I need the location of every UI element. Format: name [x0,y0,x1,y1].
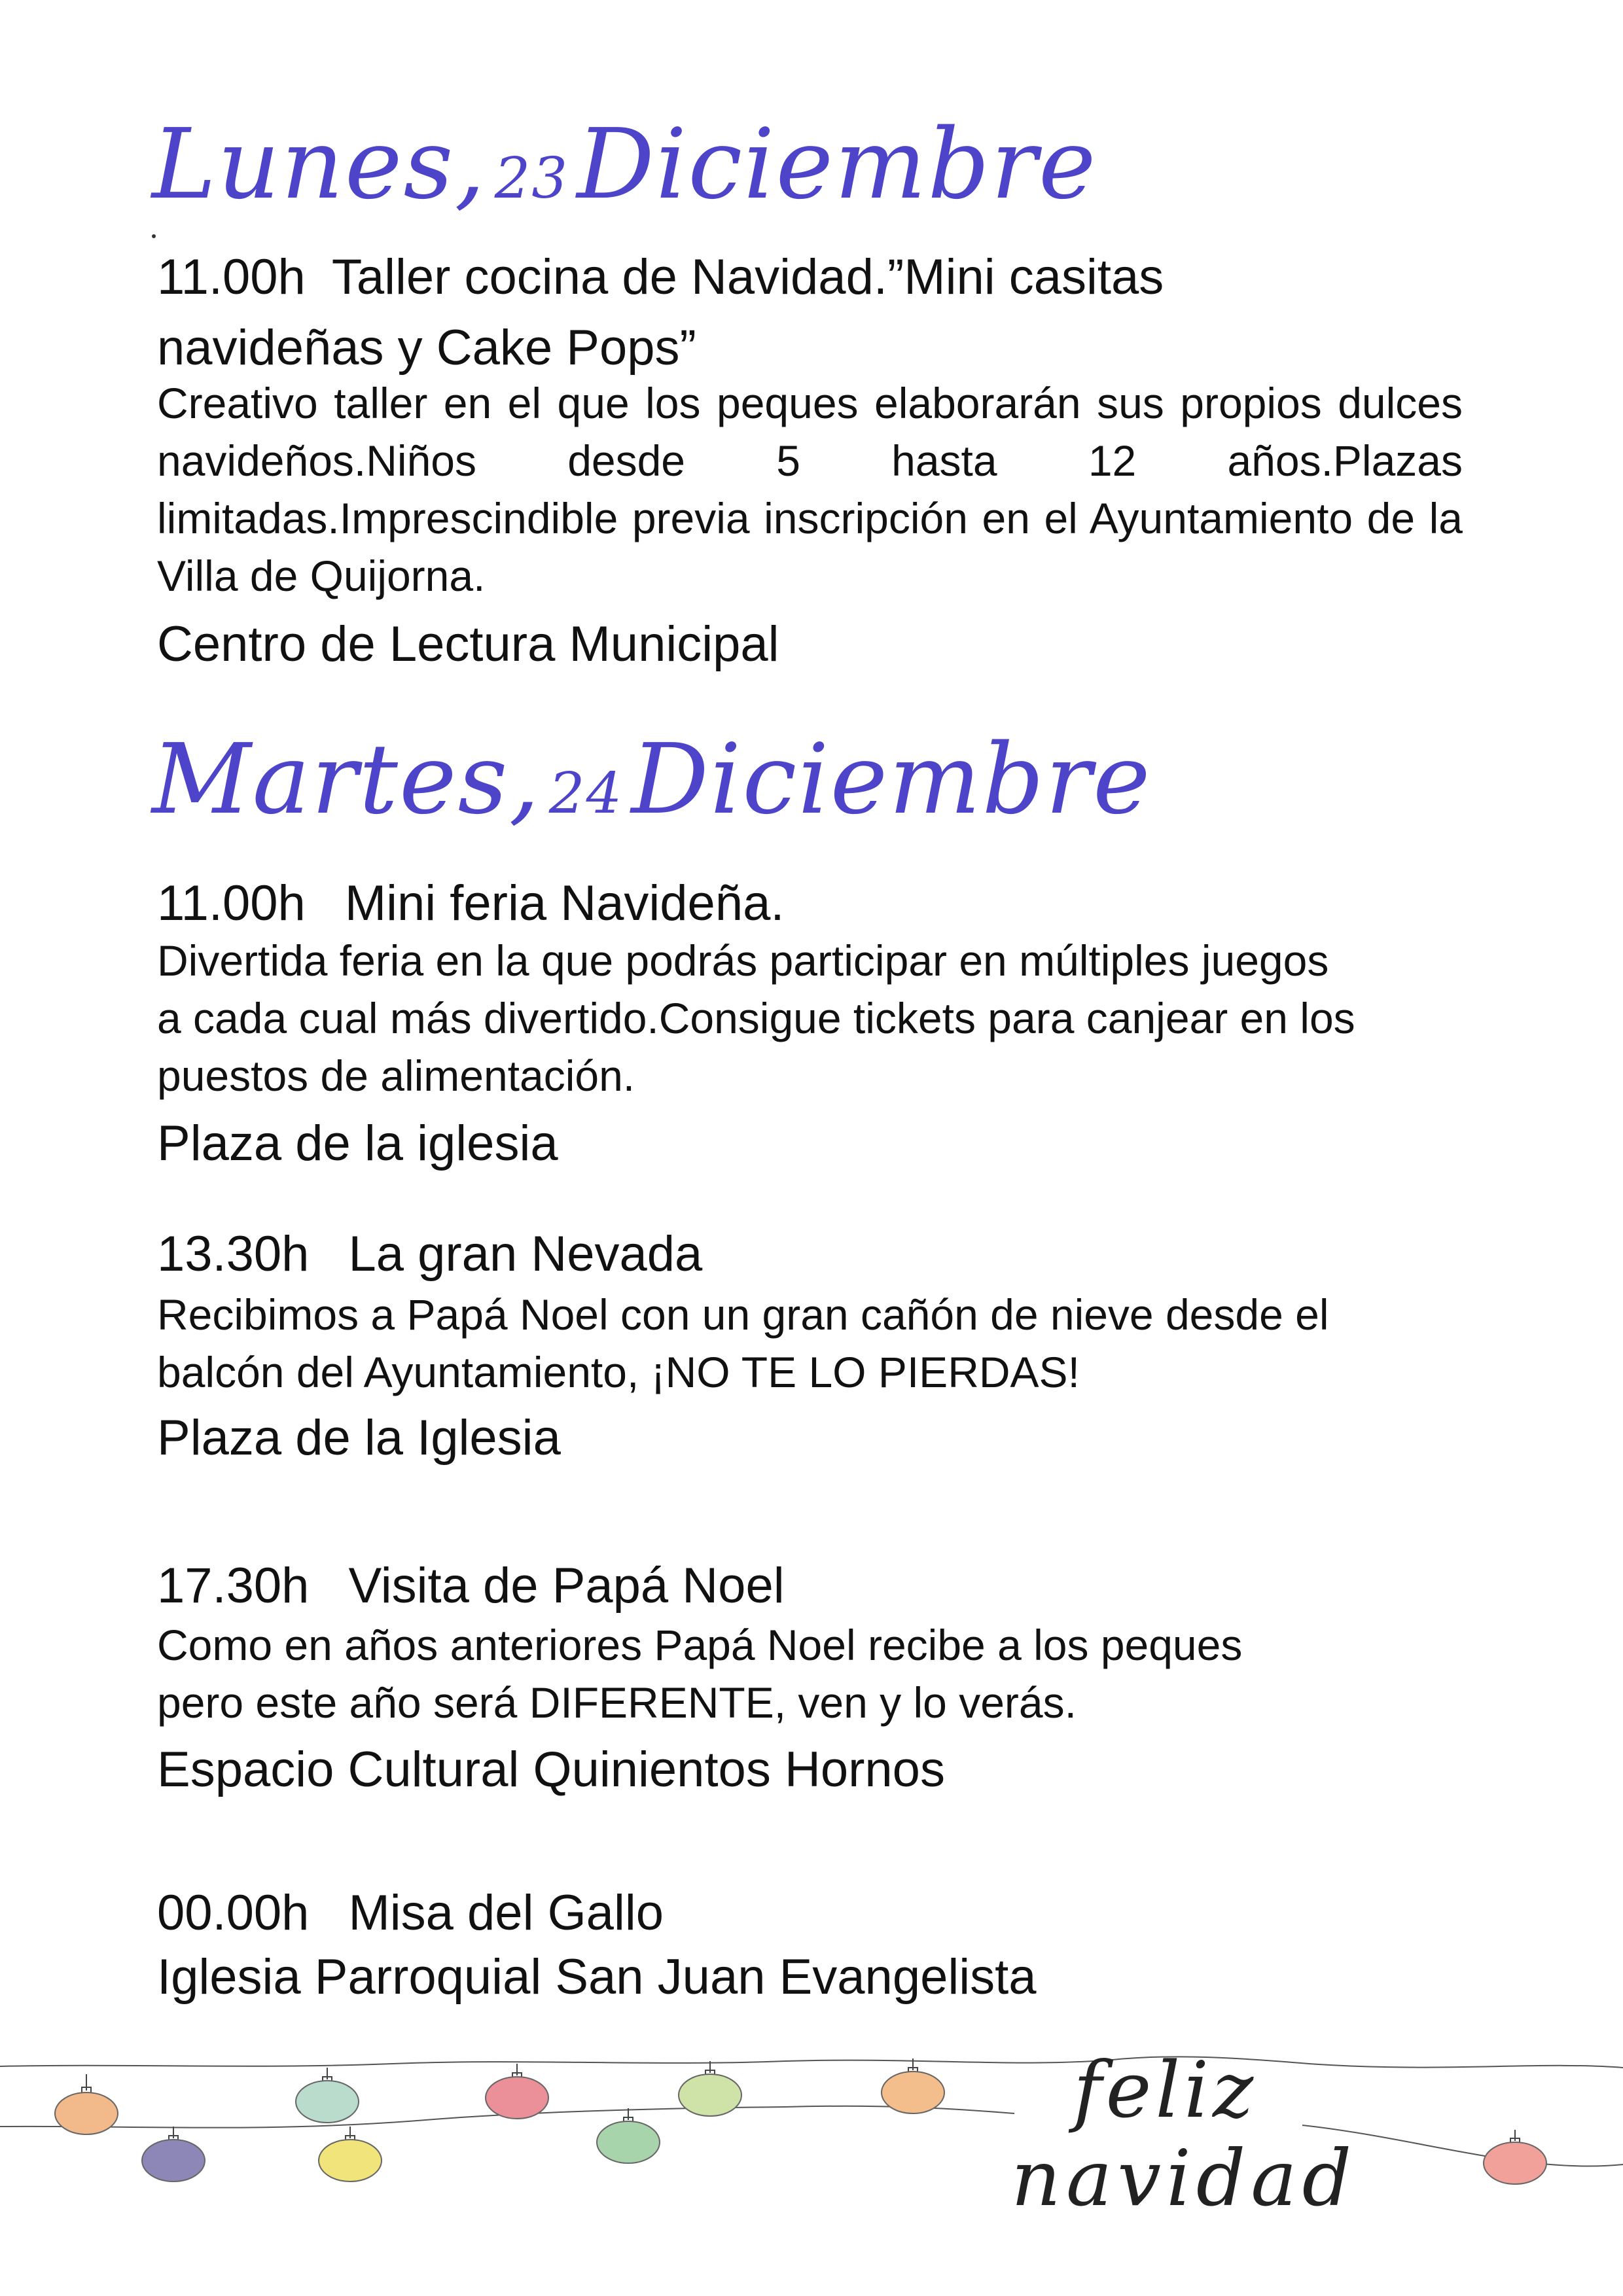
greeting-line-1: feliz [1073,2045,1258,2135]
event-description-line: balcón del Ayuntamiento, ¡NO TE LO PIERDAS! [157,1348,1080,1396]
event-name: Visita de Papá Noel [348,1558,785,1614]
event-time: 11.00h [157,875,306,931]
bullet-dot [152,234,156,238]
event-name: Mini feria Navideña. [344,875,785,931]
event-time: 11.00h [157,249,306,305]
day-month: Diciembre [577,108,1097,221]
event-title [157,868,784,939]
garland-string-upper [0,2057,1623,2068]
event-time: 13.30h [157,1226,310,1282]
ornament-orange [55,2074,118,2134]
ornament-peach [882,2058,944,2113]
event-title [157,242,1164,313]
event-name: La gran Nevada [348,1226,703,1282]
event-title [157,1878,664,1949]
ornament-mint [296,2068,359,2123]
event-description: Creativo taller en el que los peques elaborarán sus propios dulces navideños.Niños desde 5 hasta 12 años.Plazas limitadas.Imprescindible previa inscripción en el Ayuntamiento de la Villa de Quijorna. [157,379,1463,600]
ornament-purple [142,2127,205,2181]
christmas-garland-illustration [0,1996,1623,2296]
day-date-number: 23 [494,146,569,211]
event-location: Espacio Cultural Quinientos Hornos [157,1742,945,1797]
event-title [157,1219,702,1290]
ornament-lime [679,2061,741,2116]
day-month: Diciembre [631,723,1152,836]
event-location: Plaza de la iglesia [157,1116,558,1171]
event-location: Centro de Lectura Municipal [157,616,779,672]
day-heading-lunes [152,108,1097,221]
event-time: 17.30h [157,1558,310,1614]
event-description-line: puestos de alimentación. [157,1051,635,1100]
ornament-pink [486,2064,548,2119]
event-description-line: pero este año será DIFERENTE, ven y lo verás. [157,1678,1077,1727]
event-time: 00.00h [157,1885,310,1941]
event-description-line: a cada cual más divertido.Consigue tickets para canjear en los [157,994,1355,1042]
event-name: Taller cocina de Navidad.”Mini casitas [331,249,1164,305]
day-heading-martes [152,723,1152,836]
event-description-line: Divertida feria en la que podrás participar en múltiples juegos [157,936,1329,985]
event-title-continued: navideñas y Cake Pops” [157,320,696,376]
event-location: Plaza de la Iglesia [157,1410,561,1466]
day-date-number: 24 [548,761,624,826]
event-description-line: Recibimos a Papá Noel con un gran cañón de nieve desde el [157,1290,1329,1339]
ornament-coral [1484,2130,1546,2184]
ornament-yellow [319,2127,382,2181]
day-weekday: Martes, [152,723,541,836]
event-name: Misa del Gallo [348,1885,664,1941]
event-location: Iglesia Parroquial San Juan Evangelista [157,1949,1037,2005]
ornament-green [597,2108,660,2163]
day-weekday: Lunes, [152,108,487,221]
greeting-line-2: navidad [1011,2133,1357,2223]
event-title [157,1551,785,1621]
event-description-line: Como en años anteriores Papá Noel recibe a los peques [157,1621,1243,1669]
